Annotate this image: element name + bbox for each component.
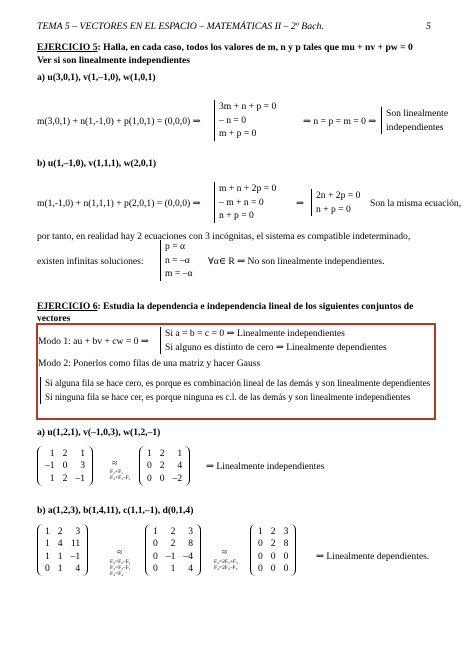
ej5-a-system xyxy=(214,100,276,141)
cell: 3 xyxy=(80,460,85,471)
ej5-label: EJERCICIO 5 xyxy=(37,42,98,53)
ej6-b-matrix2 xyxy=(145,524,201,576)
op-row: F₄=F₄ xyxy=(110,571,124,577)
cell: 8 xyxy=(188,538,193,549)
ej6-a-ops xyxy=(110,469,131,481)
cell: 0 xyxy=(283,563,289,574)
sys-row: – m + n = 0 xyxy=(219,196,264,208)
cell: 1 xyxy=(57,550,63,562)
cell: 1 xyxy=(80,447,85,459)
ej5-a-conclusion xyxy=(381,107,448,134)
sys-row: m + n + 2p = 0 xyxy=(219,183,277,194)
ej5-b-conclusion: Son la misma ecuación, xyxy=(370,198,462,209)
op-row: F₄=2F₄–F₂ xyxy=(214,565,238,571)
cell: 0 xyxy=(62,460,68,471)
cell: 0 xyxy=(45,563,50,574)
cell: 2 xyxy=(270,525,276,537)
cell: 0 xyxy=(258,563,263,574)
modo1-text: Modo 1: au + bv + cw = 0 ⇒ xyxy=(38,336,149,347)
cell: –1 xyxy=(70,550,81,562)
cell: 3 xyxy=(75,525,81,537)
cell: 2 xyxy=(62,447,68,459)
cell: 0 xyxy=(258,538,263,549)
sys-row: 3m + n + p = 0 xyxy=(219,101,277,112)
cell: 1 xyxy=(153,525,158,537)
modo1-cases xyxy=(160,327,387,354)
cell: 4 xyxy=(57,538,63,549)
cell: –4 xyxy=(183,550,193,562)
cell: 2 xyxy=(62,472,68,484)
cell: 2 xyxy=(159,460,165,471)
op-row: F₃=F₃–F₁ xyxy=(110,565,131,571)
ej6-a-label: a) u(1,2,1), v(–1,0,3), w(1,2,–1) xyxy=(37,427,161,438)
ej6-a-matrix1 xyxy=(37,446,93,486)
cell: 1 xyxy=(49,447,55,459)
cell: 0 xyxy=(270,550,276,562)
ej5-a-equation: m(3,0,1) + n(1,-1,0) + p(1,0,1) = (0,0,0) ⇒ xyxy=(37,116,201,127)
cell: 1 xyxy=(49,472,55,484)
cell: 1 xyxy=(147,447,152,459)
cell: –1 xyxy=(165,550,176,562)
cell: 1 xyxy=(45,525,50,537)
ej6-a-approx: ≈ xyxy=(112,458,118,469)
cell: 0 xyxy=(147,460,152,471)
modo2-cases xyxy=(40,377,430,404)
cell: 2 xyxy=(170,538,176,549)
cell: 0 xyxy=(159,472,165,484)
ej5-a-result: ⇒ n = p = m = 0 ⇒ xyxy=(303,116,377,127)
cell: 2 xyxy=(270,538,276,549)
op-row: F₃=2F₃+F₂ xyxy=(214,559,238,565)
sys-row: 2n + 2p = 0 xyxy=(316,190,361,201)
cell: 3 xyxy=(283,525,289,537)
ej5-b-label: b) u(1,–1,0), v(1,1,1), w(2,0,1) xyxy=(37,158,157,169)
sys-row: n + p = 0 xyxy=(219,210,254,221)
ej5-b-final: ∀α∈ R ⇒ No son linealmente independientes. xyxy=(208,256,385,267)
ej5-b-infinite: existen infinitas soluciones: xyxy=(37,256,144,267)
ej6-statement2: vectores xyxy=(37,313,71,324)
cell: –1 xyxy=(45,460,55,471)
cell: 2 xyxy=(159,447,165,459)
cell: 4 xyxy=(188,563,193,574)
cell: 0 xyxy=(153,550,158,562)
op-row: F₂+F₁ xyxy=(110,469,124,475)
cell: 2 xyxy=(57,525,63,537)
ej5-statement: : Halla, en cada caso, todos los valores de m, n y p tales que mu + nv + pw = 0 xyxy=(97,42,413,53)
ej6-a-matrix2 xyxy=(139,446,190,486)
ej6-b-approx1: ≈ xyxy=(117,547,123,558)
cell: 1 xyxy=(57,563,63,574)
ej5-b-system xyxy=(214,182,276,223)
ej5-b-text: por tanto, en realidad hay 2 ecuaciones con 3 incógnitas, el sistema es compatible indeterminado, xyxy=(37,231,411,242)
cell: 1 xyxy=(45,550,50,562)
sol-row: p = α xyxy=(165,241,186,252)
sys-row: – n = 0 xyxy=(219,114,246,126)
cell: 4 xyxy=(75,563,81,574)
op-row: F₃+F₃–F₁ xyxy=(110,475,131,481)
cell: 11 xyxy=(70,538,81,549)
page-header-title: TEMA 5 – VECTORES EN EL ESPACIO – MATEMÁTICAS II – 2º Bach. xyxy=(37,21,324,32)
sol-row: m = –α xyxy=(165,268,193,279)
sys-row: m + p = 0 xyxy=(219,128,257,139)
ej6-b-matrix3 xyxy=(250,524,296,576)
cell: 1 xyxy=(177,447,183,459)
ej6-statement: : Estudia la dependencia e independencia lineal de los siguientes conjuntos de xyxy=(97,301,414,312)
cell: 0 xyxy=(283,550,289,562)
ej5-b-arrow: ⇒ xyxy=(296,198,305,209)
ej5-heading xyxy=(37,42,413,54)
cell: 0 xyxy=(270,563,276,574)
case-row: Si ninguna fila se hace cer, es porque ninguna es c.l. de las demás y son linealmente independientes xyxy=(45,391,411,402)
cell: 1 xyxy=(258,525,263,537)
cell: 0 xyxy=(153,538,158,549)
cell: 4 xyxy=(177,460,183,471)
cell: 1 xyxy=(170,563,176,574)
cell: –2 xyxy=(172,472,183,484)
cell: 0 xyxy=(258,550,263,562)
cell: 8 xyxy=(283,538,289,549)
op-row: F₂=F₂–F₁ xyxy=(110,559,131,565)
ej5-a-label: a) u(3,0,1), v(1,–1,0), w(1,0,1) xyxy=(37,72,156,83)
ej6-b-label: b) a(1,2,3), b(1,4,11), c(1,1,–1), d(0,1,4) xyxy=(37,505,194,516)
case-row: Si alguno es distinto de cero ⇒ Linealmente dependientes xyxy=(165,341,387,353)
cell: 3 xyxy=(188,525,193,537)
modo2-text: Modo 2: Ponerlos como filas de una matriz y hacer Gauss xyxy=(38,358,261,369)
ej6-b-matrix1 xyxy=(37,524,88,576)
cell: –1 xyxy=(75,472,85,484)
cell: 1 xyxy=(45,538,50,549)
concl-row: independientes xyxy=(386,121,444,133)
case-row: Si alguna fila se hace cero, es porque es combinación lineal de las demás y son linealmente dependientes xyxy=(45,378,431,388)
ej5-b-solution xyxy=(160,240,193,281)
sys-row: n + p = 0 xyxy=(316,203,351,215)
ej6-b-ops1 xyxy=(110,559,131,577)
ej6-b-ops2 xyxy=(214,559,238,571)
page-number: 5 xyxy=(426,21,431,32)
cell: 0 xyxy=(153,563,158,574)
ej6-b-approx2: ≈ xyxy=(222,547,228,558)
ej5-b-equation: m(1,-1,0) + n(1,1,1) + p(2,0,1) = (0,0,0) ⇒ xyxy=(37,198,201,209)
cell: 0 xyxy=(147,472,152,484)
ej6-heading xyxy=(37,301,413,313)
ej5-b-system2 xyxy=(311,189,360,216)
cell: 2 xyxy=(170,525,176,537)
ej6-label: EJERCICIO 6 xyxy=(37,301,98,312)
case-row: Si a = b = c = 0 ⇒ Linealmente independientes xyxy=(165,328,345,339)
concl-row: Son linealmente xyxy=(386,108,449,119)
ej6-a-result: ⇒ Linealmente independientes xyxy=(206,461,325,472)
ej6-b-result: ⇒ Linealmente dependientes. xyxy=(316,551,430,562)
sol-row: n = –α xyxy=(165,254,190,266)
ej5-statement2: Ver si son linealmente independientes xyxy=(37,55,190,66)
